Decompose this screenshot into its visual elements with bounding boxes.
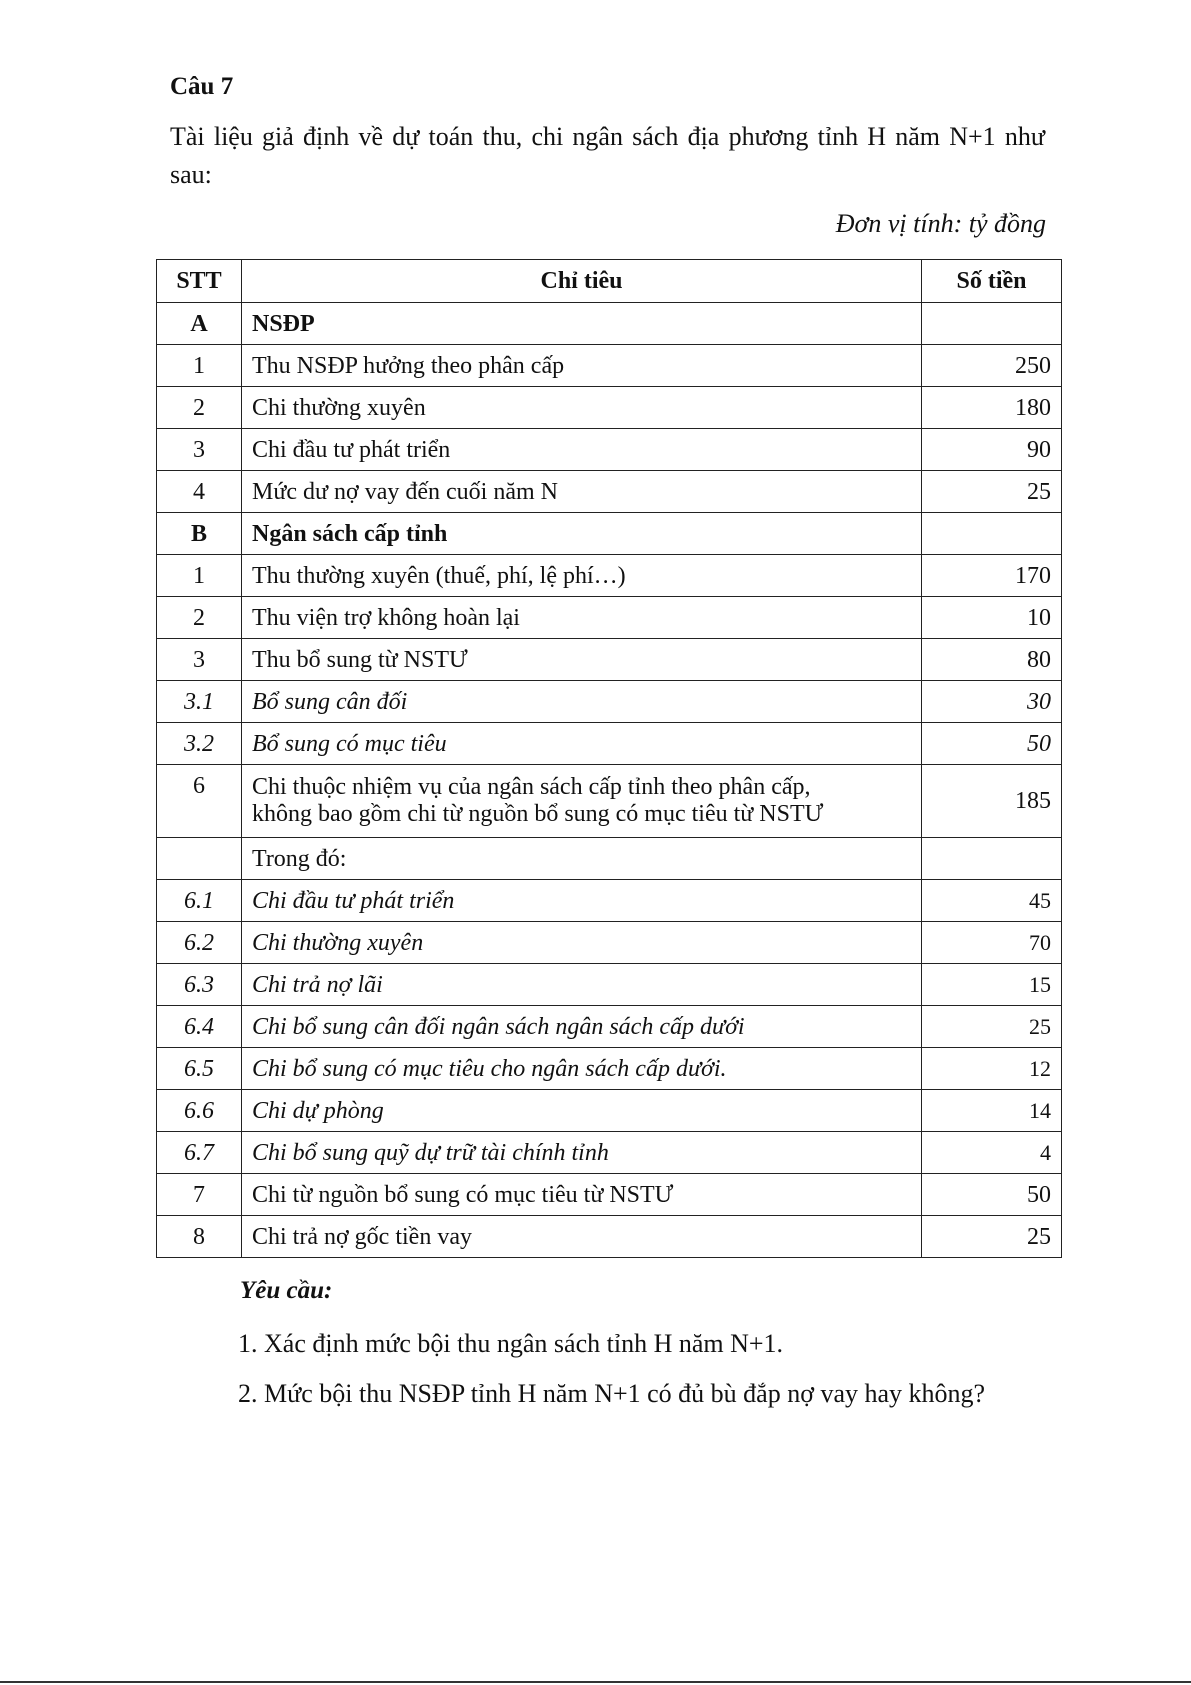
row-value: 4 — [922, 1132, 1062, 1174]
table-row — [157, 345, 1062, 387]
row-value: 90 — [922, 429, 1062, 471]
row-value: 25 — [922, 471, 1062, 513]
row-value: 50 — [922, 1174, 1062, 1216]
row-name: Ngân sách cấp tỉnh — [242, 513, 922, 555]
row-value: 14 — [922, 1090, 1062, 1132]
row-value — [922, 513, 1062, 555]
row-name: Chi bổ sung quỹ dự trữ tài chính tỉnh — [242, 1132, 922, 1174]
row-stt: 1 — [157, 555, 242, 597]
row-value: 185 — [922, 765, 1062, 838]
unit-note: Đơn vị tính: tỷ đồng — [835, 209, 1046, 238]
table-row — [157, 1216, 1062, 1258]
row-stt: 2 — [157, 597, 242, 639]
row-value: 80 — [922, 639, 1062, 681]
row-stt: 6 — [157, 765, 242, 838]
table-row — [157, 922, 1062, 964]
row-stt: 6.7 — [157, 1132, 242, 1174]
row-stt: 7 — [157, 1174, 242, 1216]
row-name: Chi từ nguồn bổ sung có mục tiêu từ NSTƯ — [242, 1174, 922, 1216]
table-row — [157, 513, 1062, 555]
row-name — [242, 765, 922, 838]
table-row — [157, 964, 1062, 1006]
row-name: Chi trả nợ lãi — [242, 964, 922, 1006]
table-row — [157, 429, 1062, 471]
row-value: 45 — [922, 880, 1062, 922]
table-row — [157, 1132, 1062, 1174]
table-row — [157, 387, 1062, 429]
question-intro: Tài liệu giả định về dự toán thu, chi ngân sách địa phương tỉnh H năm N+1 như sau: — [170, 122, 1045, 189]
row-value — [922, 303, 1062, 345]
row-value: 250 — [922, 345, 1062, 387]
row-stt: 6.2 — [157, 922, 242, 964]
table-row — [157, 838, 1062, 880]
row-name: Mức dư nợ vay đến cuối năm N — [242, 471, 922, 513]
header-stt: STT — [157, 260, 242, 303]
question-title: Câu 7 — [170, 73, 234, 100]
row-stt: 6.3 — [157, 964, 242, 1006]
row-stt: 1 — [157, 345, 242, 387]
row-name: Thu thường xuyên (thuế, phí, lệ phí…) — [242, 555, 922, 597]
row-name: Thu viện trợ không hoàn lại — [242, 597, 922, 639]
row-name: Chi dự phòng — [242, 1090, 922, 1132]
row-stt: 3 — [157, 639, 242, 681]
requirement-item-2: 2. Mức bội thu NSĐP tỉnh H năm N+1 có đủ bù đắp nợ vay hay không? — [238, 1379, 986, 1408]
row-name: Chi trả nợ gốc tiền vay — [242, 1216, 922, 1258]
row-stt: 2 — [157, 387, 242, 429]
row-value: 10 — [922, 597, 1062, 639]
table-row — [157, 723, 1062, 765]
table-row — [157, 597, 1062, 639]
requirement-item-1: 1. Xác định mức bội thu ngân sách tỉnh H năm N+1. — [238, 1329, 784, 1358]
row-stt: 6.4 — [157, 1006, 242, 1048]
row-name: Bổ sung có mục tiêu — [242, 723, 922, 765]
row-name: Thu NSĐP hưởng theo phân cấp — [242, 345, 922, 387]
row-name: Chi đầu tư phát triển — [242, 880, 922, 922]
row-value: 180 — [922, 387, 1062, 429]
table-header-row — [157, 260, 1062, 303]
row-value: 170 — [922, 555, 1062, 597]
table-row — [157, 880, 1062, 922]
table-row — [157, 1006, 1062, 1048]
row-name: Trong đó: — [242, 838, 922, 880]
row-name-line-2: không bao gồm chi từ nguồn bổ sung có mục tiêu từ NSTƯ — [252, 801, 824, 827]
row-stt: 3 — [157, 429, 242, 471]
table-row — [157, 1048, 1062, 1090]
row-stt: 6.6 — [157, 1090, 242, 1132]
table-row — [157, 681, 1062, 723]
requirements-title: Yêu cầu: — [240, 1277, 333, 1304]
table-row — [157, 765, 1062, 838]
row-name: Chi thường xuyên — [242, 922, 922, 964]
row-value: 25 — [922, 1006, 1062, 1048]
row-value: 15 — [922, 964, 1062, 1006]
row-stt: B — [157, 513, 242, 555]
row-stt: 3.1 — [157, 681, 242, 723]
row-stt: 4 — [157, 471, 242, 513]
row-name: Chi đầu tư phát triển — [242, 429, 922, 471]
row-name: Thu bổ sung từ NSTƯ — [242, 639, 922, 681]
row-stt: 8 — [157, 1216, 242, 1258]
row-name: NSĐP — [242, 303, 922, 345]
page-bottom-rule — [0, 1681, 1191, 1683]
row-stt: 6.5 — [157, 1048, 242, 1090]
budget-table — [156, 259, 1062, 1258]
row-value: 12 — [922, 1048, 1062, 1090]
row-name-line-1: Chi thuộc nhiệm vụ của ngân sách cấp tỉnh theo phân cấp, — [252, 774, 811, 800]
header-value: Số tiền — [922, 260, 1062, 303]
row-value: 30 — [922, 681, 1062, 723]
row-stt: 3.2 — [157, 723, 242, 765]
row-value: 70 — [922, 922, 1062, 964]
row-stt: A — [157, 303, 242, 345]
row-name: Chi bổ sung có mục tiêu cho ngân sách cấp dưới. — [242, 1048, 922, 1090]
table-row — [157, 471, 1062, 513]
row-value — [922, 838, 1062, 880]
header-name: Chỉ tiêu — [242, 260, 922, 303]
table-row — [157, 555, 1062, 597]
row-name: Chi bổ sung cân đối ngân sách ngân sách cấp dưới — [242, 1006, 922, 1048]
row-name: Bổ sung cân đối — [242, 681, 922, 723]
table-row — [157, 1090, 1062, 1132]
row-stt — [157, 838, 242, 880]
table-row — [157, 1174, 1062, 1216]
row-name: Chi thường xuyên — [242, 387, 922, 429]
table-row — [157, 639, 1062, 681]
row-value: 25 — [922, 1216, 1062, 1258]
row-value: 50 — [922, 723, 1062, 765]
row-stt: 6.1 — [157, 880, 242, 922]
table-row — [157, 303, 1062, 345]
